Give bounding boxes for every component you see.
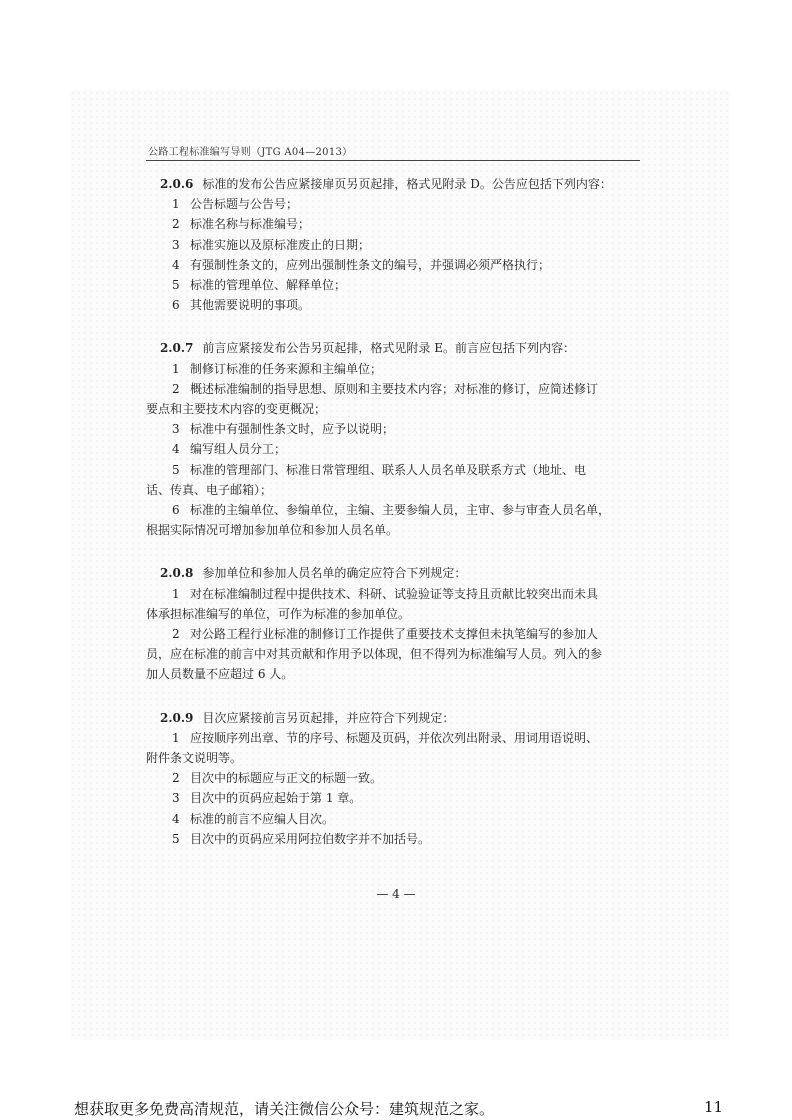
clause-2-0-7 — [146, 338, 640, 540]
clause-number: 2.0.7 — [160, 341, 194, 356]
page-number: — 4 — — [376, 887, 416, 901]
list-item: 4 有强制性条文的，应列出强制性条文的编号，并强调必须严格执行； — [172, 257, 551, 272]
list-item-continuation: 加人员数量不应超过 6 人。 — [146, 667, 294, 682]
clause-2-0-6 — [160, 174, 640, 315]
list-item: 1 公告标题与公告号； — [172, 197, 299, 212]
list-item-continuation: 要点和主要技术内容的变更概况； — [146, 402, 327, 417]
clause-lead: 目次应紧接前言另页起排，并应符合下列规定： — [202, 710, 455, 725]
sheet-number: 11 — [704, 1098, 724, 1116]
list-item-continuation: 话、传真、电子邮箱）； — [146, 482, 273, 497]
clause-lead: 前言应紧接发布公告另页起排，格式见附录 E。前言应包括下列内容： — [202, 341, 575, 356]
clause-2-0-8 — [146, 563, 640, 684]
list-item: 6 其他需要说明的事项。 — [172, 298, 311, 313]
clause-lead: 参加单位和参加人员名单的确定应符合下列规定： — [202, 566, 467, 581]
document-body — [146, 174, 640, 872]
clause-number: 2.0.6 — [160, 177, 194, 191]
list-item: 3 标准实施以及原标准废止的日期； — [172, 237, 371, 252]
footer-note: 想获取更多免费高清规范，请关注微信公众号：建筑规范之家。 — [74, 1100, 495, 1118]
list-item: 2 概述标准编制的指导思想、原则和主要技术内容；对标准的修订，应简述修订 — [172, 381, 599, 396]
clause-number: 2.0.9 — [160, 710, 194, 725]
list-item: 5 目次中的页码应采用阿拉伯数字并不加括号。 — [172, 831, 431, 846]
list-item: 1 对在标准编制过程中提供技术、科研、试验验证等支持且贡献比较突出而未具 — [172, 586, 599, 601]
list-item: 4 编写组人员分工； — [172, 442, 287, 457]
list-item: 4 标准的前言不应编人目次。 — [172, 811, 335, 826]
list-item: 6 标准的主编单位、参编单位，主编、主要参编人员，主审、参与审查人员名单， — [172, 503, 611, 518]
list-item: 3 目次中的页码应起始于第 1 章。 — [172, 791, 362, 806]
header-rule — [146, 160, 640, 161]
clause-number: 2.0.8 — [160, 566, 194, 581]
list-item: 2 标准名称与标准编号； — [172, 217, 311, 232]
list-item: 5 标准的管理单位、解释单位； — [172, 278, 347, 293]
clause-lead: 标准的发布公告应紧接扉页另页起排，格式见附录 D。公告应包括下列内容： — [202, 177, 612, 191]
list-item-continuation: 体承担标准编写的单位，可作为标准的参加单位。 — [146, 606, 411, 621]
list-item-continuation: 员，应在标准的前言中对其贡献和作用予以体现，但不得列为标准编写人员。列入的参 — [146, 647, 603, 662]
list-item: 1 制修订标准的任务来源和主编单位； — [172, 361, 383, 376]
list-item-continuation: 附件条文说明等。 — [146, 751, 243, 766]
list-item: 1 应按顺序列出章、节的序号、标题及页码，并依次列出附录、用词用语说明、 — [172, 730, 599, 745]
running-header: 公路工程标准编写导则（JTG A04—2013） — [148, 147, 353, 158]
list-item: 5 标准的管理部门、标准日常管理组、联系人人员名单及联系方式（地址、电 — [172, 462, 587, 477]
list-item: 2 对公路工程行业标准的制修订工作提供了重要技术支撑但未执笔编写的参加人 — [172, 627, 599, 642]
list-item: 2 目次中的标题应与正文的标题一致。 — [172, 771, 383, 786]
list-item: 3 标准中有强制性条文时，应予以说明； — [172, 422, 395, 437]
list-item-continuation: 根据实际情况可增加参加单位和参加人员名单。 — [146, 523, 399, 538]
clause-2-0-9 — [146, 708, 640, 849]
